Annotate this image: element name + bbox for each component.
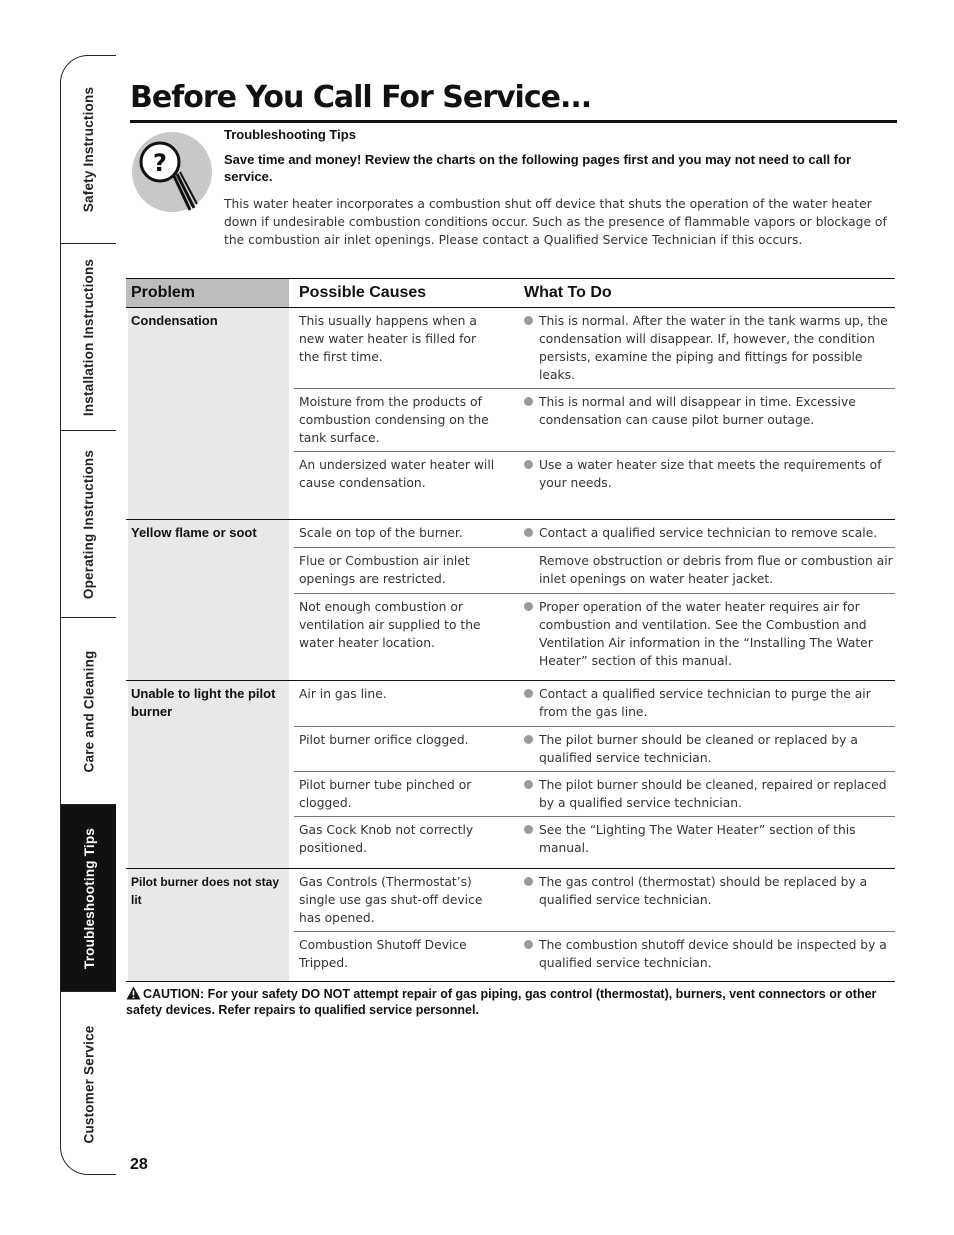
section-tabs: [60, 55, 116, 1175]
tab-installation-instructions[interactable]: [61, 243, 116, 430]
table-row: [294, 932, 895, 981]
possible-cause: This usually happens when a new water heater is filled for the first time.: [299, 314, 477, 364]
problem-group: [126, 520, 895, 681]
table-row: [294, 520, 895, 548]
bullet-icon: [524, 602, 533, 611]
bullet-icon: [524, 877, 533, 886]
possible-cause: Flue or Combustion air inlet openings are restricted.: [299, 554, 470, 586]
what-to-do: [505, 772, 895, 816]
table-row: [294, 452, 895, 519]
header-possible-causes: Possible Causes: [299, 284, 427, 301]
tab-label: Customer Service: [81, 1024, 97, 1144]
possible-cause: Pilot burner orifice clogged.: [299, 733, 469, 747]
what-to-do-text: The pilot burner should be cleaned, repaired or replaced by a qualified service technician.: [539, 778, 887, 810]
possible-cause: Gas Cock Knob not correctly positioned.: [299, 823, 474, 855]
tips-heading: Troubleshooting Tips: [224, 127, 356, 142]
what-to-do: [505, 727, 895, 771]
what-to-do-text: Contact a qualified service technician to remove scale.: [539, 526, 878, 540]
bullet-icon: [524, 689, 533, 698]
what-to-do: [505, 520, 895, 547]
tips-save-text: Save time and money! Review the charts on the following pages first and you may not need to call for service.: [224, 152, 852, 184]
warning-triangle-icon: [126, 986, 141, 1000]
problem-group: [126, 681, 895, 869]
page-number: 28: [130, 1156, 148, 1173]
table-header: [126, 278, 895, 308]
bullet-icon: [524, 735, 533, 744]
what-to-do-text: Proper operation of the water heater requires air for combustion and ventilation. See the Combustion and Ventilation Air information in the “Installing The Water Heater” section of this manual.: [539, 600, 873, 668]
svg-text:?: ?: [153, 149, 167, 177]
tab-customer-service[interactable]: [61, 991, 116, 1175]
table-row: [294, 308, 895, 389]
what-to-do: [505, 389, 895, 451]
tab-troubleshooting-tips[interactable]: [61, 804, 116, 991]
table-row: [294, 817, 895, 868]
tab-label: Care and Cleaning: [81, 650, 97, 772]
table-row: [294, 727, 895, 772]
tab-operating-instructions[interactable]: [61, 430, 116, 617]
what-to-do: [505, 681, 895, 726]
tab-label: Installation Instructions: [81, 258, 97, 416]
what-to-do-text: Contact a qualified service technician to purge the air from the gas line.: [539, 687, 871, 719]
what-to-do-text: The combustion shutoff device should be inspected by a qualified service technician.: [539, 938, 887, 970]
what-to-do: [505, 452, 895, 519]
what-to-do: [505, 594, 895, 680]
bullet-icon: [524, 528, 533, 537]
tab-label: Safety Instructions: [81, 86, 97, 213]
possible-cause: An undersized water heater will cause condensation.: [299, 458, 495, 490]
what-to-do-text: This is normal. After the water in the tank warms up, the condensation will disappear. If, however, the condition persists, examine the piping and fittings for possible leaks.: [539, 314, 888, 382]
tab-label: Troubleshooting Tips: [81, 827, 97, 969]
table-row: [294, 681, 895, 727]
possible-cause: Combustion Shutoff Device Tripped.: [299, 938, 467, 970]
bullet-icon: [524, 316, 533, 325]
what-to-do-text: The gas control (thermostat) should be replaced by a qualified service technician.: [539, 875, 868, 907]
bullet-icon: [524, 780, 533, 789]
problem-group: [126, 308, 895, 520]
caution-notice: [126, 986, 886, 1018]
what-to-do: [505, 817, 895, 868]
problem-label: Unable to light the pilot burner: [128, 681, 289, 868]
possible-cause: Pilot burner tube pinched or clogged.: [299, 778, 472, 810]
tab-safety-instructions[interactable]: [61, 56, 116, 243]
troubleshooting-table: [126, 278, 895, 982]
possible-cause: Gas Controls (Thermostat’s) single use gas shut-off device has opened.: [299, 875, 483, 925]
what-to-do: [505, 308, 895, 388]
possible-cause: Scale on top of the burner.: [299, 526, 463, 540]
page-title: Before You Call For Service...: [130, 80, 592, 115]
problem-label: Yellow flame or soot: [128, 520, 289, 680]
bullet-icon: [524, 825, 533, 834]
header-problem: Problem: [126, 279, 289, 307]
header-what-to-do: What To Do: [524, 284, 612, 301]
possible-cause: Not enough combustion or ventilation air supplied to the water heater location.: [299, 600, 481, 650]
problem-label: Pilot burner does not stay lit: [128, 869, 289, 981]
what-to-do: [505, 932, 895, 981]
what-to-do-text: This is normal and will disappear in time. Excessive condensation can cause pilot burner outage.: [539, 395, 856, 427]
what-to-do: [505, 548, 895, 593]
bullet-icon: [524, 940, 533, 949]
possible-cause: Moisture from the products of combustion condensing on the tank surface.: [299, 395, 489, 445]
what-to-do-text: Use a water heater size that meets the requirements of your needs.: [539, 458, 882, 490]
tab-care-and-cleaning[interactable]: [61, 617, 116, 804]
what-to-do: [505, 869, 895, 931]
bullet-icon: [524, 460, 533, 469]
tab-label: Operating Instructions: [81, 449, 97, 599]
problem-label: Condensation: [128, 308, 289, 519]
bullet-icon: [524, 397, 533, 406]
table-row: [294, 772, 895, 817]
what-to-do-text: See the “Lighting The Water Heater” section of this manual.: [539, 823, 856, 855]
table-row: [294, 548, 895, 594]
table-row: [294, 869, 895, 932]
table-row: [294, 389, 895, 452]
caution-text: CAUTION: For your safety DO NOT attempt repair of gas piping, gas control (thermostat), burners, vent connectors or other safety devices. Refer repairs to qualified service personnel.: [126, 987, 877, 1017]
title-divider: [130, 120, 897, 123]
possible-cause: Air in gas line.: [299, 687, 387, 701]
problem-group: [126, 869, 895, 982]
what-to-do-text: Remove obstruction or debris from flue or combustion air inlet openings on water heater jacket.: [539, 554, 893, 586]
what-to-do-text: The pilot burner should be cleaned or replaced by a qualified service technician.: [539, 733, 858, 765]
question-mark-help-icon: [130, 130, 214, 214]
table-row: [294, 594, 895, 680]
tips-body-text: This water heater incorporates a combustion shut off device that shuts the operation of the water heater down if undesirable combustion conditions occur. Such as the presence of flammable vapors or blockage of the combustion air inlet openings. Please contact a Qualified Service Technician if this occurs.: [224, 197, 887, 247]
